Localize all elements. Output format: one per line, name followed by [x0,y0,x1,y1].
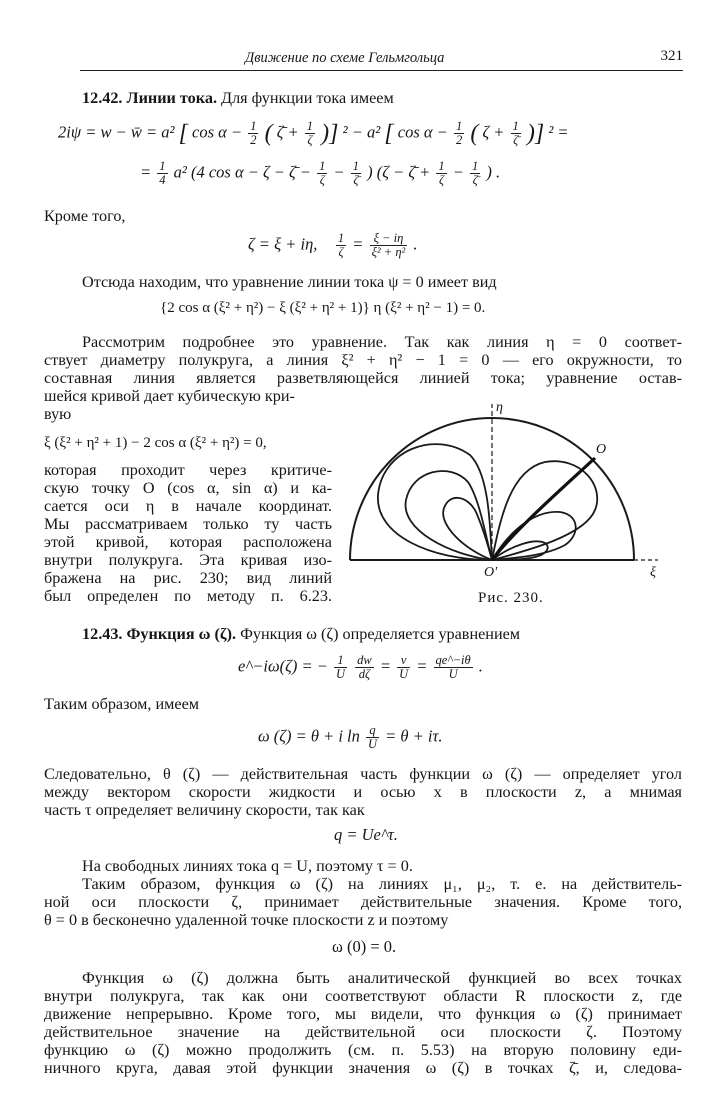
para-line: ствует диаметру полукруга, а линия ξ² + η² − 1 = 0 — его окружности, то [44,351,682,369]
para-line: вую [44,405,72,423]
eq1-zeta: ζ̄ + [276,122,299,142]
para-line: Следовательно, θ (ζ) — действительная часть функции ω (ζ) — определяет угол [44,765,682,783]
frac-half-2: $\frac{1}{2}$ [455,119,463,147]
section-title: Линии тока. [126,89,217,107]
equation-omega-def: e^−iω(ζ) = − $\frac{1}{U}$ $\frac{dw}{d\zeta}$ = $\frac{v}{U}$ = $\frac{qe\^{}-i\theta}{U}$ . [238,653,483,681]
eq1-zeta2: ζ + [482,122,505,142]
label-O: O [596,442,607,457]
eq1-mid: ² − a² [342,122,381,142]
equation-cubic: ξ (ξ² + η² + 1) − 2 cos α (ξ² + η²) = 0, [44,435,267,451]
text-thus: Таким образом, имеем [44,695,200,713]
streamline-right-1 [492,461,597,560]
label-O-prime: O' [484,565,498,580]
section-intro: Для функции тока имеем [221,89,394,107]
para-line: шейся кривой дает кубическую кри- [44,387,295,405]
frac-quarter: $\frac{1}{4}$ [159,159,166,187]
para-line: которая проходит через критиче- [44,461,332,479]
section-12-42-heading [82,88,394,108]
section-number: 12.43. [82,625,123,643]
eq1-term2: cos α − [397,122,448,142]
frac-inv-zeta: $\frac{1}{\zeta}$ [306,119,314,147]
para-line: бражена на рис. 230; вид линий [44,569,332,587]
equation-stream-zero: {2 cos α (ξ² + η²) − ξ (ξ² + η² + 1)} η (ξ² + η² − 1) = 0. [160,300,486,316]
eq1-term1: cos α − [192,122,243,142]
section-number: 12.42. [82,89,123,107]
figure-caption: Рис. 230. [478,590,544,606]
para-line: составная линия является разветвляющейся линией тока; уравнение остав- [44,369,682,387]
section-12-43-heading [82,624,520,644]
frac-inv-zetabar: $\frac{1}{\zetā}$ [512,119,519,147]
para-line: был определен по методу п. 6.23. [44,587,332,605]
para-line: между вектором скорости жидкости и осью x в плоскости z, а мнимая [44,783,682,801]
equation-omega-zero: ω (0) = 0. [332,937,397,956]
running-title: Движение по схеме Гельмгольца [245,50,445,66]
para-line: этой кривой, которая расположена [44,533,332,551]
eq1-end: ² = [548,122,569,142]
para-line: ничного круга, давая этой функции значения ω (ζ) в точках ζ̄, и, следова- [44,1059,682,1077]
running-head [80,44,683,71]
equation-zeta-def: ζ = ξ + iη, $\frac{1}{\zeta}$ = $\frac{\xi - i\eta}{\text{ξ² + η²}}$ . [248,231,418,259]
equation-q: q = Ue^τ. [334,825,398,844]
para-line: На свободных линиях тока q = U, поэтому τ = 0. [82,857,413,875]
text-besides: Кроме того, [44,207,126,225]
para-line: внутри полукруга, так как они соответствуют области R плоскости z, где [44,987,682,1005]
text-hence: Отсюда находим, что уравнение линии тока ψ = 0 имеет вид [82,273,497,291]
para-line: Мы рассматриваем только ту часть [44,515,332,533]
para-line: ной оси плоскости ζ, принимает действительные значения. Кроме того, [44,893,682,911]
section-title: Функция ω (ζ). [126,625,237,643]
para-line: действительное значение на действительной оси плоскости ζ. Поэтому [44,1023,682,1041]
para-line: скую точку O (cos α, sin α) и ка- [44,479,332,497]
para-line: Таким образом, функция ω (ζ) на линиях μ₁, μ₂, т. е. на действитель- [82,875,682,893]
para-line: внутри полукруга. Эта кривая изо- [44,551,332,569]
page-number: 321 [660,48,683,64]
section-intro: Функция ω (ζ) определяется уравнением [240,625,521,643]
para-line: θ = 0 в бесконечно удаленной точке плоскости z и поэтому [44,911,449,929]
para-line: функцию ω (ζ) можно продолжить (см. п. 5.53) на вторую половину еди- [44,1041,682,1059]
equation-stream-function: 2iψ = w − w̄ = a² [ cos α − $\frac{1}{2}$ ( ζ̄ + $\frac{1}{\zeta}$ )] ² − a² [ cos α − $\frac{1}{2}$ ( ζ + $\frac{1}{\zetā}$ )] ² = [58,119,569,147]
para-line: движение непрерывно. Кроме того, мы видели, что функция ω (ζ) принимает [44,1005,682,1023]
para-line: Функция ω (ζ) должна быть аналитической функцией во всех точках [82,969,682,987]
figure-230 [340,400,670,600]
para-line: Рассмотрим подробнее это уравнение. Так как линия η = 0 соответ- [82,333,682,351]
equation-omega: ω (ζ) = θ + i ln $\frac{q}{U}$ = θ + iτ. [258,723,443,751]
frac-half: $\frac{1}{2}$ [250,119,257,147]
equation-stream-function-2: = $\frac{1}{4}$ a² (4 cos α − ζ − ζ̄ − $\frac{1}{\zeta}$ − $\frac{1}{\zetā}$ ) (ζ − ζ̄ + $\frac{1}{\zeta}$ − $\frac{1}{\zetā}$ ) . [140,159,501,187]
eq1-lhs: 2iψ = w − w̄ = a² [58,122,175,142]
para-line: часть τ определяет величину скорости, так как [44,801,365,819]
label-eta: η [496,400,503,415]
bracket-open: [ [178,120,188,147]
label-xi: ξ [650,565,656,580]
para-line: сается оси η в начале координат. [44,497,332,515]
streamlines-diagram [340,400,670,600]
